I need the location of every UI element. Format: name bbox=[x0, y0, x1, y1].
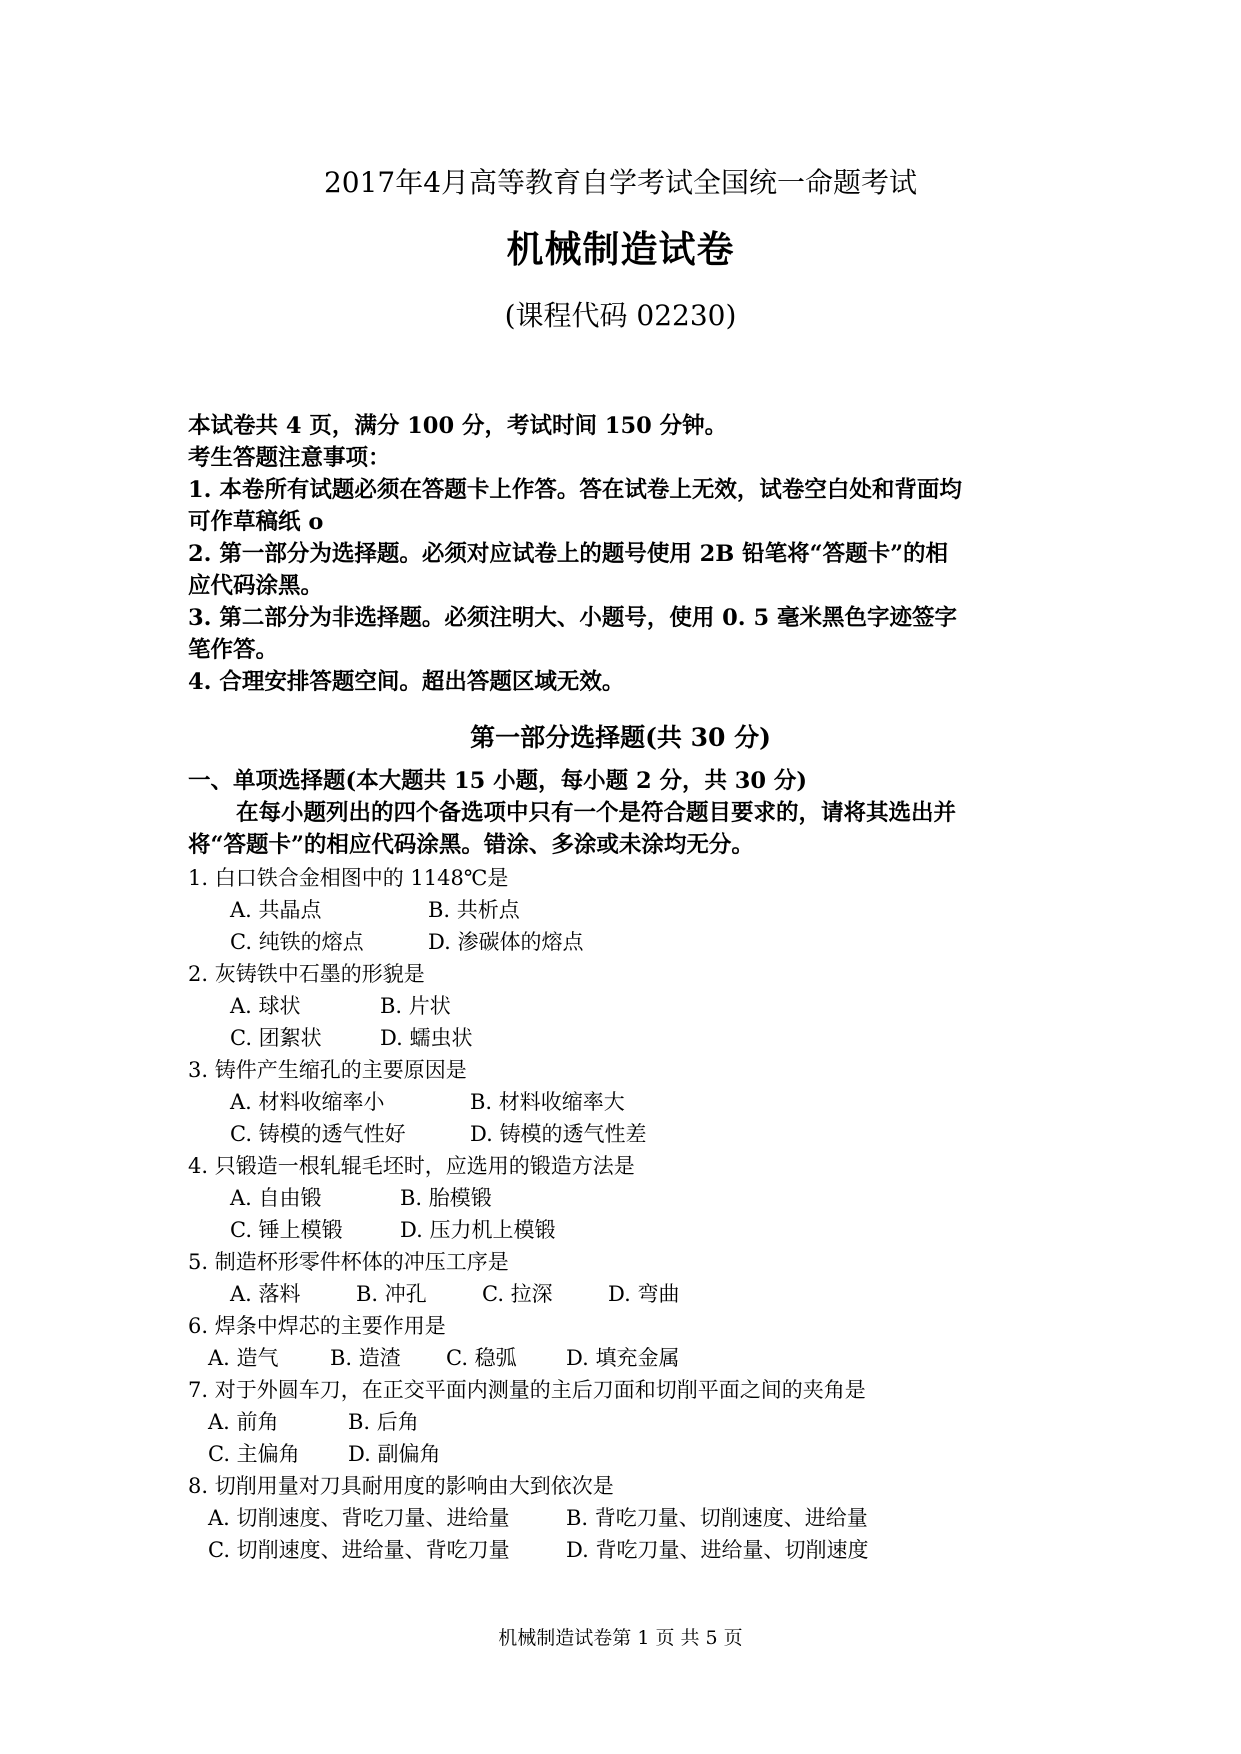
section-instruction: 在每小题列出的四个备选项中只有一个是符合题目要求的，请将其选出并 bbox=[236, 800, 957, 826]
option-c: C. 锤上模锻 bbox=[230, 1218, 343, 1242]
section-instruction: 将“答题卡”的相应代码涂黑。错涂、多涂或未涂均无分。 bbox=[188, 832, 754, 858]
option-a: A. 材料收缩率小 bbox=[230, 1090, 385, 1114]
option-d: D. 蠕虫状 bbox=[380, 1026, 473, 1050]
notice-heading: 考生答题注意事项： bbox=[188, 445, 391, 471]
option-a: A. 自由锻 bbox=[230, 1186, 322, 1210]
option-c: C. 铸模的透气性好 bbox=[230, 1122, 406, 1146]
option-c: C. 拉深 bbox=[482, 1282, 553, 1306]
option-c: C. 切削速度、进给量、背吃刀量 bbox=[208, 1538, 510, 1562]
option-b: B. 背吃刀量、切削速度、进给量 bbox=[566, 1506, 868, 1530]
exam-title: 2017年4月高等教育自学考试全国统一命题考试 bbox=[323, 166, 918, 199]
option-d: D. 背吃刀量、进给量、切削速度 bbox=[566, 1538, 869, 1562]
option-a: A. 切削速度、背吃刀量、进给量 bbox=[208, 1506, 510, 1530]
option-b: B. 造渣 bbox=[330, 1346, 401, 1370]
option-d: D. 弯曲 bbox=[608, 1282, 680, 1306]
question-stem: 6. 焊条中焊芯的主要作用是 bbox=[188, 1314, 446, 1338]
option-c: C. 团絮状 bbox=[230, 1026, 322, 1050]
notice-line: 应代码涂黑。 bbox=[188, 573, 324, 599]
notice-line: 1. 本卷所有试题必须在答题卡上作答。答在试卷上无效，试卷空白处和背面均 bbox=[188, 477, 962, 503]
option-d: D. 渗碳体的熔点 bbox=[428, 930, 584, 954]
option-c: C. 纯铁的熔点 bbox=[230, 930, 364, 954]
option-b: B. 共析点 bbox=[428, 898, 520, 922]
notice-line: 3. 第二部分为非选择题。必须注明大、小题号，使用 0. 5 毫米黑色字迹签字 bbox=[188, 605, 957, 631]
question-stem: 4. 只锻造一根轧辊毛坯时，应选用的锻造方法是 bbox=[188, 1154, 635, 1178]
question-stem: 2. 灰铸铁中石墨的形貌是 bbox=[188, 962, 425, 986]
option-a: A. 造气 bbox=[208, 1346, 279, 1370]
option-d: D. 副偏角 bbox=[348, 1442, 441, 1466]
option-a: A. 前角 bbox=[208, 1410, 279, 1434]
option-d: D. 压力机上模锻 bbox=[400, 1218, 556, 1242]
option-a: A. 球状 bbox=[230, 994, 301, 1018]
question-stem: 3. 铸件产生缩孔的主要原因是 bbox=[188, 1058, 467, 1082]
option-a: A. 落料 bbox=[230, 1282, 301, 1306]
question-stem: 8. 切削用量对刀具耐用度的影响由大到依次是 bbox=[188, 1474, 614, 1498]
page-footer: 机械制造试卷第 1 页 共 5 页 bbox=[498, 1627, 743, 1649]
option-b: B. 片状 bbox=[380, 994, 451, 1018]
option-d: D. 填充金属 bbox=[566, 1346, 680, 1370]
question-stem: 5. 制造杯形零件杯体的冲压工序是 bbox=[188, 1250, 509, 1274]
option-b: B. 冲孔 bbox=[356, 1282, 427, 1306]
option-b: B. 胎模锻 bbox=[400, 1186, 492, 1210]
part-title: 第一部分选择题(共 30 分) bbox=[470, 723, 771, 752]
exam-summary: 本试卷共 4 页，满分 100 分，考试时间 150 分钟。 bbox=[188, 413, 728, 439]
option-a: A. 共晶点 bbox=[230, 898, 322, 922]
question-stem: 7. 对于外圆车刀，在正交平面内测量的主后刀面和切削平面之间的夹角是 bbox=[188, 1378, 866, 1402]
course-code: (课程代码 02230) bbox=[504, 299, 737, 332]
option-b: B. 材料收缩率大 bbox=[470, 1090, 625, 1114]
notice-line: 2. 第一部分为选择题。必须对应试卷上的题号使用 2B 铅笔将“答题卡”的相 bbox=[188, 541, 949, 567]
notice-line: 可作草稿纸 o bbox=[188, 509, 324, 535]
question-stem: 1. 白口铁合金相图中的 1148℃是 bbox=[188, 866, 509, 890]
option-c: C. 稳弧 bbox=[446, 1346, 517, 1370]
option-b: B. 后角 bbox=[348, 1410, 419, 1434]
subject-title: 机械制造试卷 bbox=[506, 227, 735, 271]
notice-line: 笔作答。 bbox=[188, 637, 279, 663]
option-c: C. 主偏角 bbox=[208, 1442, 300, 1466]
section-title: 一、单项选择题(本大题共 15 小题，每小题 2 分，共 30 分) bbox=[188, 768, 808, 794]
option-d: D. 铸模的透气性差 bbox=[470, 1122, 647, 1146]
notice-line: 4. 合理安排答题空间。超出答题区域无效。 bbox=[188, 669, 625, 695]
